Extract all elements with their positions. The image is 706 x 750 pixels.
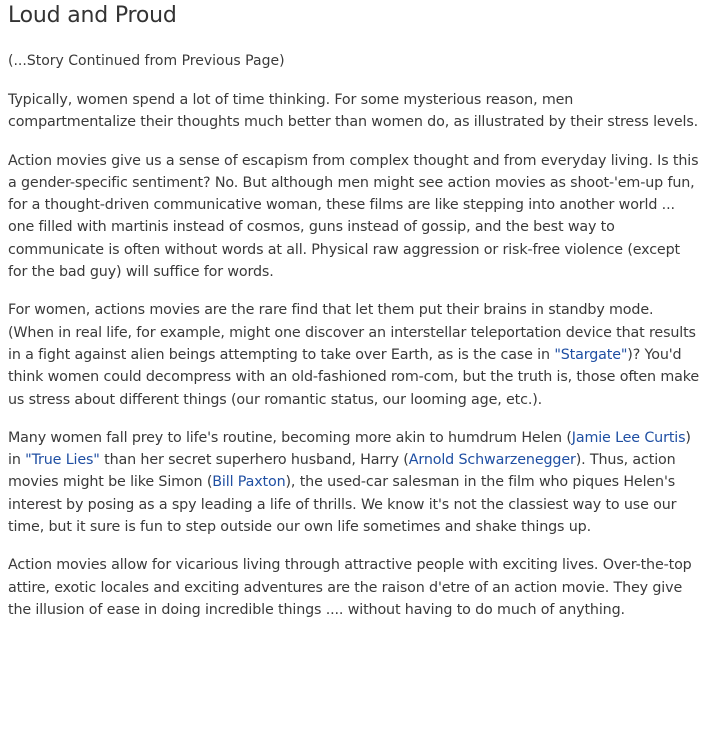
paragraph-4-text-3: than her secret superhero husband, Harry (	[99, 452, 409, 469]
paragraph-4-text-4: ). Thus, action movies might be like Simon (	[8, 452, 676, 491]
paragraph-4	[8, 427, 702, 538]
paragraph-2: Action movies give us a sense of escapism from complex thought and from everyday living. Is this a gender-specific sentiment? No. But although men might see action movies as shoot-'em-up fun, for a thought-driven communicative woman, these films are like stepping into another world ... one filled with martinis instead of cosmos, guns instead of gossip, and the best way to communicate is often without words at all. Physical raw aggression or risk-free violence (except for the bad guy) will suffice for words.	[8, 152, 699, 281]
paragraph-4-text-2: ) in	[8, 429, 691, 469]
paragraph-3	[8, 299, 702, 410]
bill-paxton-link[interactable]: Bill Paxton	[212, 474, 286, 491]
paragraph-5: Action movies allow for vicarious living through attractive people with exciting lives. Over-the-top attire, exotic locales and exciting adventures are the raison d'etre of an action movie. They give the illusion of ease in doing incredible things .... without having to do much of anything.	[8, 557, 692, 618]
paragraph-1: Typically, women spend a lot of time thinking. For some mysterious reason, men compartmentalize their thoughts much better than women do, as illustrated by their stress levels.	[8, 92, 699, 131]
story-continued-note: (...Story Continued from Previous Page)	[8, 53, 285, 69]
true-lies-link[interactable]: "True Lies"	[25, 452, 100, 469]
article-title: Loud and Proud	[8, 3, 177, 28]
paragraph-4-text-5: ), the used-car salesman in the film who piques Helen's interest by posing as a spy leading a life of thrills. We know it's not the classiest way to use our time, but it sure is fun to step outside our own life sometimes and shake things up.	[8, 474, 677, 536]
paragraph-4-text-1: Many women fall prey to life's routine, becoming more akin to humdrum Helen (	[8, 429, 572, 446]
arnold-schwarzenegger-link[interactable]: Arnold Schwarzenegger	[408, 452, 576, 469]
jamie-lee-curtis-link[interactable]: Jamie Lee Curtis	[571, 429, 686, 446]
paragraph-3-text-1: For women, actions movies are the rare find that let them put their brains in standby mode. (When in real life, for example, might one discover an interstellar teleportation device that results in a fight against alien beings attempting to take over Earth, as is the case in	[8, 302, 696, 363]
article	[8, 0, 702, 621]
stargate-link[interactable]: "Stargate"	[554, 346, 628, 363]
paragraph-3-text-2: )? You'd think women could decompress with an old-fashioned rom-com, but the truth is, those often make us stress about different things (our romantic status, our looming age, etc.).	[8, 346, 700, 408]
